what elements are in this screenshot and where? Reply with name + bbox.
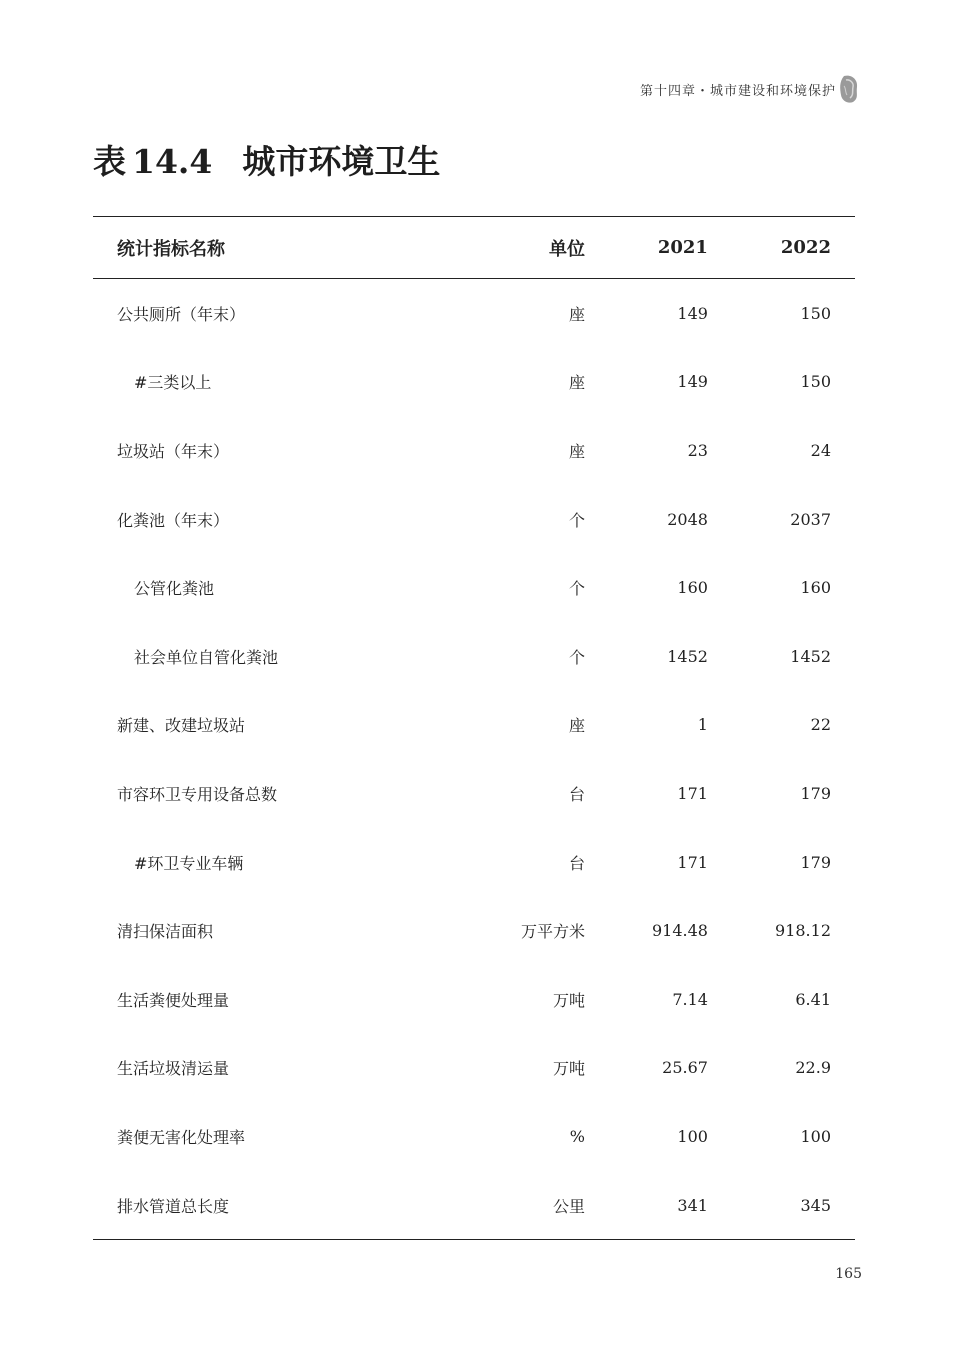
row-value-2021: 7.14	[672, 989, 708, 1009]
row-value-2021: 160	[677, 578, 708, 598]
row-unit: 个	[568, 647, 585, 667]
row-value-2022: 22.9	[795, 1058, 831, 1078]
row-indicator-name: 生活垃圾清运量	[117, 1059, 230, 1079]
row-unit: 座	[568, 441, 585, 461]
row-value-2022: 24	[810, 440, 831, 460]
chapter-ornament-icon	[838, 74, 860, 104]
row-unit: 万吨	[552, 1059, 585, 1079]
row-value-2022: 22	[810, 715, 831, 735]
table-row	[93, 1034, 855, 1103]
table-row	[93, 485, 855, 554]
row-value-2022: 150	[800, 303, 831, 323]
row-unit: %	[569, 1126, 585, 1146]
column-header-indicator: 统计指标名称	[93, 217, 470, 279]
row-unit: 万平方米	[520, 922, 585, 942]
row-indicator-name: 生活粪便处理量	[117, 990, 230, 1010]
table-row	[93, 759, 855, 828]
table-row	[93, 691, 855, 760]
row-value-2021: 1	[697, 715, 708, 735]
row-value-2021: 100	[677, 1126, 708, 1146]
row-value-2022: 179	[800, 783, 831, 803]
row-indicator-name: 垃圾站（年末）	[117, 441, 230, 461]
row-value-2021: 149	[677, 372, 708, 392]
table-title	[93, 136, 440, 183]
table-row	[93, 553, 855, 622]
table-row	[93, 622, 855, 691]
row-value-2022: 6.41	[795, 989, 831, 1009]
table-row	[93, 1171, 855, 1240]
column-header-2021: 2021	[585, 217, 708, 279]
row-indicator-name: 粪便无害化处理率	[117, 1127, 246, 1147]
table-row	[93, 1102, 855, 1171]
row-value-2021: 2048	[667, 509, 708, 529]
row-value-2021: 1452	[667, 646, 708, 666]
table-row	[93, 279, 855, 348]
row-indicator-name: 化粪池（年末）	[117, 510, 230, 530]
column-header-unit: 单位	[470, 217, 585, 279]
row-value-2022: 160	[800, 578, 831, 598]
row-indicator-name: 排水管道总长度	[93, 1171, 470, 1240]
table-row	[93, 828, 855, 897]
row-indicator-name: #三类以上	[134, 373, 212, 393]
row-unit: 台	[568, 853, 585, 873]
row-unit: 座	[568, 304, 585, 324]
page-number: 165	[835, 1266, 862, 1282]
row-indicator-name: 公管化粪池	[134, 579, 215, 599]
running-header: 第十四章・城市建设和环境保护	[639, 84, 836, 99]
row-value-2022: 150	[800, 372, 831, 392]
table-row	[93, 965, 855, 1034]
row-indicator-name: 清扫保洁面积	[117, 922, 214, 942]
row-unit: 万吨	[552, 990, 585, 1010]
table-row	[93, 348, 855, 417]
row-indicator-name: 社会单位自管化粪池	[134, 647, 279, 667]
row-value-2021: 914.48	[651, 921, 708, 941]
table-title-prefix: 表	[93, 142, 126, 181]
row-unit: 公里	[470, 1171, 585, 1240]
row-indicator-name: 市容环卫专用设备总数	[117, 784, 278, 804]
row-unit: 座	[568, 373, 585, 393]
row-indicator-name: 公共厕所（年末）	[117, 304, 246, 324]
row-value-2022: 179	[800, 852, 831, 872]
row-value-2022: 1452	[790, 646, 831, 666]
row-value-2021: 171	[677, 783, 708, 803]
table-header-row	[93, 217, 855, 279]
row-value-2021: 171	[677, 852, 708, 872]
row-value-2022: 345	[708, 1171, 855, 1240]
row-value-2022: 2037	[790, 509, 831, 529]
statistics-table	[93, 216, 855, 1240]
row-indicator-name: #环卫专业车辆	[134, 853, 244, 873]
row-indicator-name: 新建、改建垃圾站	[117, 716, 246, 736]
column-header-2022: 2022	[708, 217, 855, 279]
row-unit: 个	[568, 510, 585, 530]
table-title-number: 14.4	[132, 142, 213, 181]
row-value-2022: 918.12	[775, 921, 831, 941]
table-body	[93, 279, 855, 1240]
table-row	[93, 416, 855, 485]
row-value-2021: 149	[677, 303, 708, 323]
row-value-2021: 23	[687, 440, 708, 460]
row-unit: 座	[568, 716, 585, 736]
row-unit: 个	[568, 579, 585, 599]
row-value-2021: 25.67	[662, 1058, 708, 1078]
row-value-2022: 100	[800, 1126, 831, 1146]
table-title-text: 城市环境卫生	[242, 142, 441, 181]
row-unit: 台	[568, 784, 585, 804]
row-value-2021: 341	[585, 1171, 708, 1240]
table-row	[93, 896, 855, 965]
